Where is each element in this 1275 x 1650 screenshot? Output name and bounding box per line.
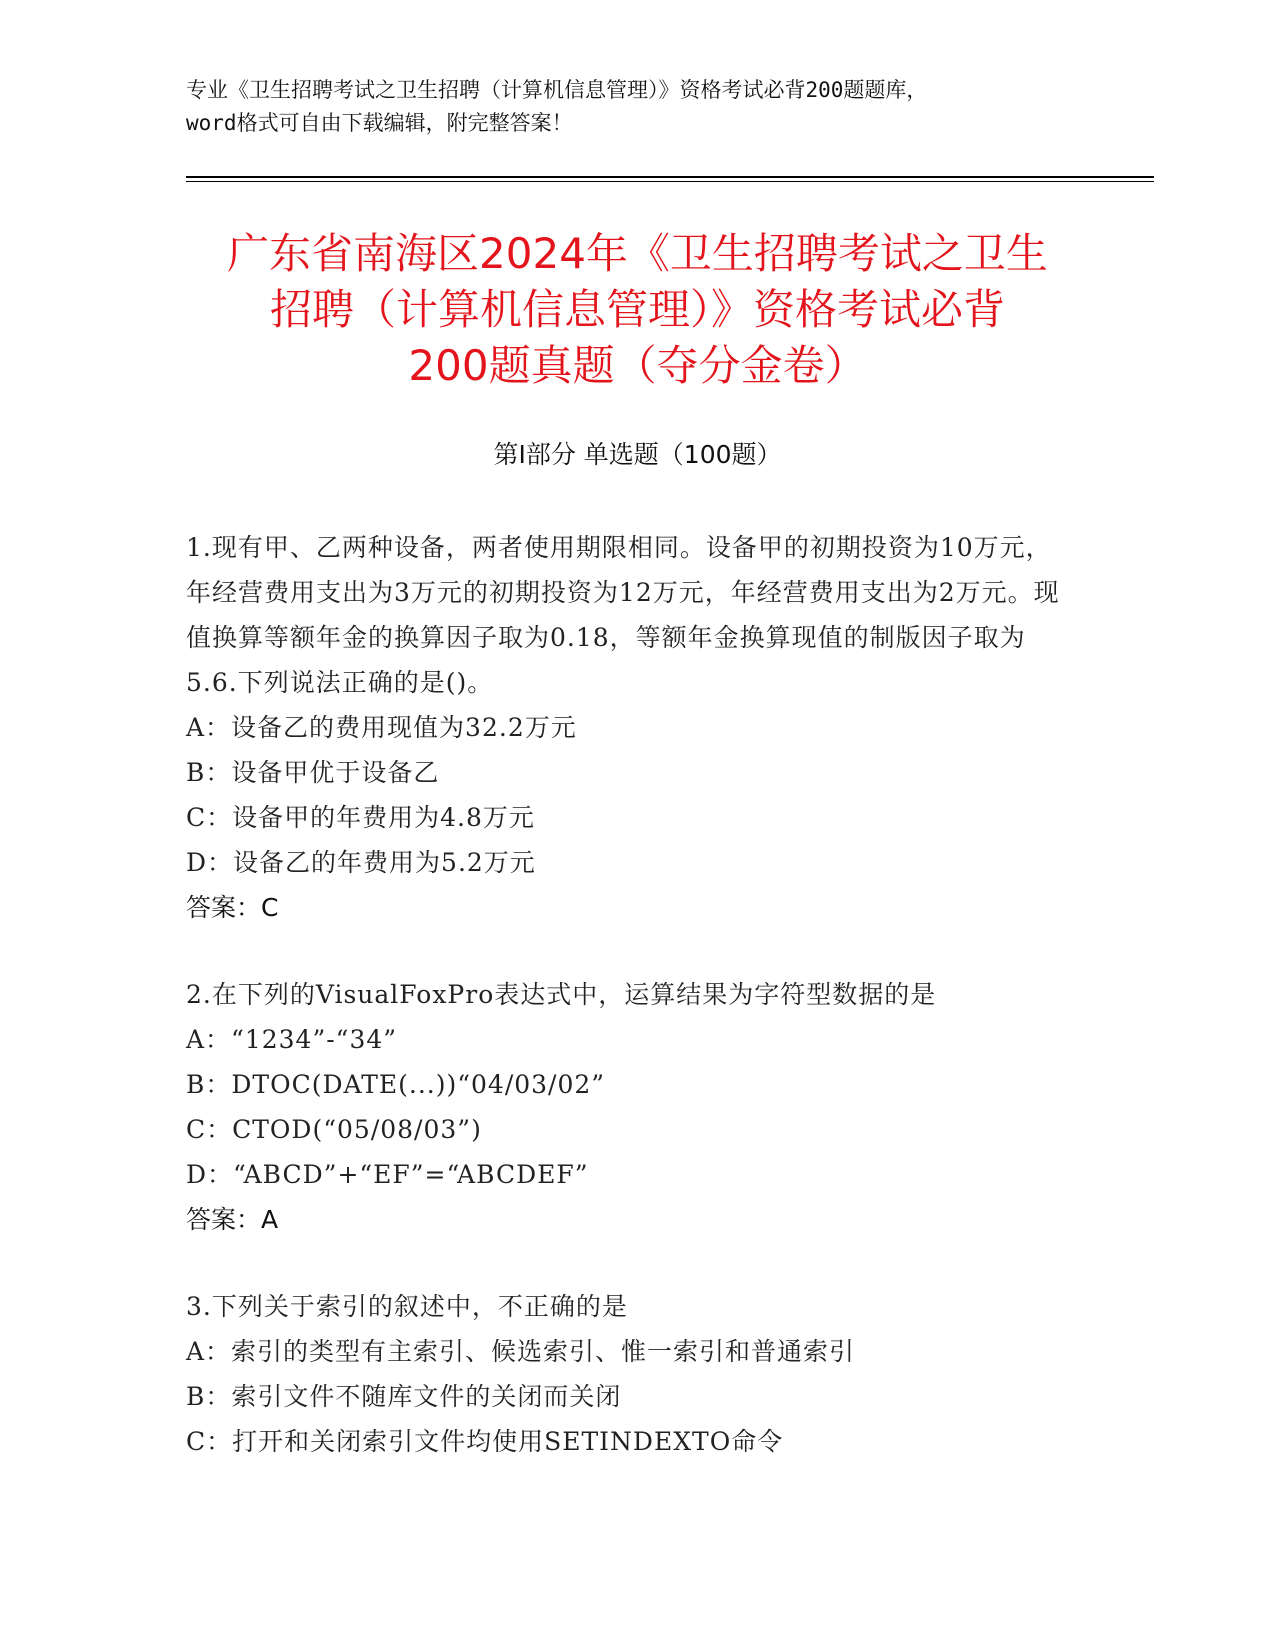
question-option: A：“1234”-“34” (186, 1025, 398, 1054)
question-item (186, 972, 1076, 1242)
question-stem: 1.现有甲、乙两种设备，两者使用期限相同。设备甲的初期投资为10万元，年经营费用支出为3万元的初期投资为12万元，年经营费用支出为2万元。现值换算等额年金的换算因子取为0.18，等额年金换算现值的制版因子取为5.6.下列说法正确的是()。 (186, 533, 1060, 697)
question-option: C：CTOD(“05/08/03”) (186, 1115, 482, 1144)
header-divider-thin (186, 181, 1154, 182)
question-option: B：索引文件不随库文件的关闭而关闭 (186, 1382, 622, 1411)
question-stem: 3.下列关于索引的叙述中，不正确的是 (186, 1292, 628, 1321)
header-note-line: 专业《卫生招聘考试之卫生招聘（计算机信息管理）》资格考试必背200题题库， (186, 78, 928, 102)
header-divider (186, 176, 1154, 178)
question-option: C：设备甲的年费用为4.8万元 (186, 803, 535, 832)
question-option: B：设备甲优于设备乙 (186, 758, 440, 787)
question-item (186, 1284, 1076, 1464)
header-note (186, 74, 1086, 140)
document-title-line: 广东省南海区2024年《卫生招聘考试之卫生 (227, 229, 1048, 278)
question-answer: 答案：C (186, 893, 279, 922)
document-title-line: 200题真题（夺分金卷） (408, 341, 867, 390)
question-answer: 答案：A (186, 1205, 279, 1234)
document-title-line: 招聘（计算机信息管理）》资格考试必背 (269, 285, 1005, 334)
question-option: A：索引的类型有主索引、候选索引、惟一索引和普通索引 (186, 1337, 856, 1366)
question-option: C：打开和关闭索引文件均使用SETINDEXTO命令 (186, 1427, 784, 1456)
section-heading: 第Ⅰ部分 单选题（100题） (493, 440, 782, 469)
question-option: B：DTOC(DATE(...))“04/03/02” (186, 1070, 606, 1099)
document-title (150, 226, 1125, 394)
header-note-line: word格式可自由下载编辑，附完整答案！ (186, 111, 573, 135)
question-option: D：设备乙的年费用为5.2万元 (186, 848, 536, 877)
question-option: A：设备乙的费用现值为32.2万元 (186, 713, 577, 742)
question-stem: 2.在下列的VisualFoxPro表达式中，运算结果为字符型数据的是 (186, 980, 937, 1009)
question-list (186, 525, 1076, 1506)
question-item (186, 525, 1076, 930)
question-option: D：“ABCD”+“EF”=“ABCDEF” (186, 1160, 589, 1189)
